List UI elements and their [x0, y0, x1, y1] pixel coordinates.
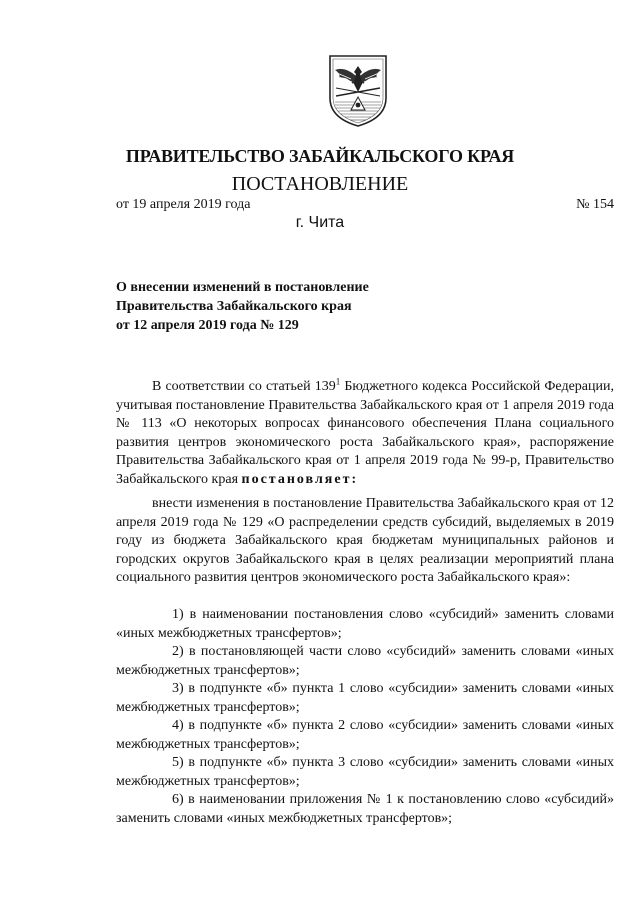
preamble-text-end: Бюджетного кодекса Российской Федерации, учитывая постановление Правительства Забайкальского края от 1 апреля 2019 года № 113 «О некоторых вопросах финансового обеспечения Плана социального развития центров экономического роста Забайкальского края», распоряжение Правительства Забайкальского края от 1 апреля 2019 года № 99-р, Правительство Забайкальского края: [116, 379, 614, 487]
amendment-item: 1) в наименовании постановления слово «субсидий» заменить словами «иных межбюджетных трансфертов»;: [116, 607, 614, 641]
amendment-item: 6) в наименовании приложения № 1 к постановлению слово «субсидий» заменить словами «иных межбюджетных трансфертов»;: [116, 792, 614, 826]
subject-line: от 12 апреля 2019 года № 129: [116, 318, 299, 333]
document-type: ПОСТАНОВЛЕНИЕ: [231, 173, 409, 195]
subject-line: О внесении изменений в постановление: [116, 280, 369, 295]
decree-word: постановляет:: [241, 471, 359, 487]
amendments-list: [116, 606, 614, 828]
amendment-item: 2) в постановляющей части слово «субсидий» заменить словами «иных межбюджетных трансфертов»;: [116, 644, 614, 678]
subject-line: Правительства Забайкальского края: [116, 299, 352, 314]
decision-paragraph: внести изменения в постановление Правительства Забайкальского края от 12 апреля 2019 года № 129 «О распределении средств субсидий, выделяемых в 2019 году из бюджета Забайкальского края бюджетам муниципальных районов и городских округов Забайкальского края в целях реализации мероприятий плана социального развития центров экономического роста Забайкальского края»:: [116, 496, 614, 585]
government-title: ПРАВИТЕЛЬСТВО ЗАБАЙКАЛЬСКОГО КРАЯ: [125, 146, 515, 166]
document-date: от 19 апреля 2019 года: [116, 197, 251, 212]
document-number: № 154: [576, 197, 614, 212]
amendment-item: 4) в подпункте «б» пункта 2 слово «субсидии» заменить словами «иных межбюджетных трансфертов»;: [116, 718, 614, 752]
amendment-item: 5) в подпункте «б» пункта 3 слово «субсидии» заменить словами «иных межбюджетных трансфертов»;: [116, 755, 614, 789]
preamble-text-start: В соответствии со статьей 139: [152, 379, 336, 394]
document-subject: [116, 278, 476, 335]
amendment-item: 3) в подпункте «б» пункта 1 слово «субсидии» заменить словами «иных межбюджетных трансфертов»;: [116, 681, 614, 715]
preamble-paragraph: [116, 378, 614, 489]
coat-of-arms-icon: [327, 52, 389, 128]
article-superscript: 1: [335, 376, 341, 387]
document-city: г. Чита: [295, 214, 345, 231]
